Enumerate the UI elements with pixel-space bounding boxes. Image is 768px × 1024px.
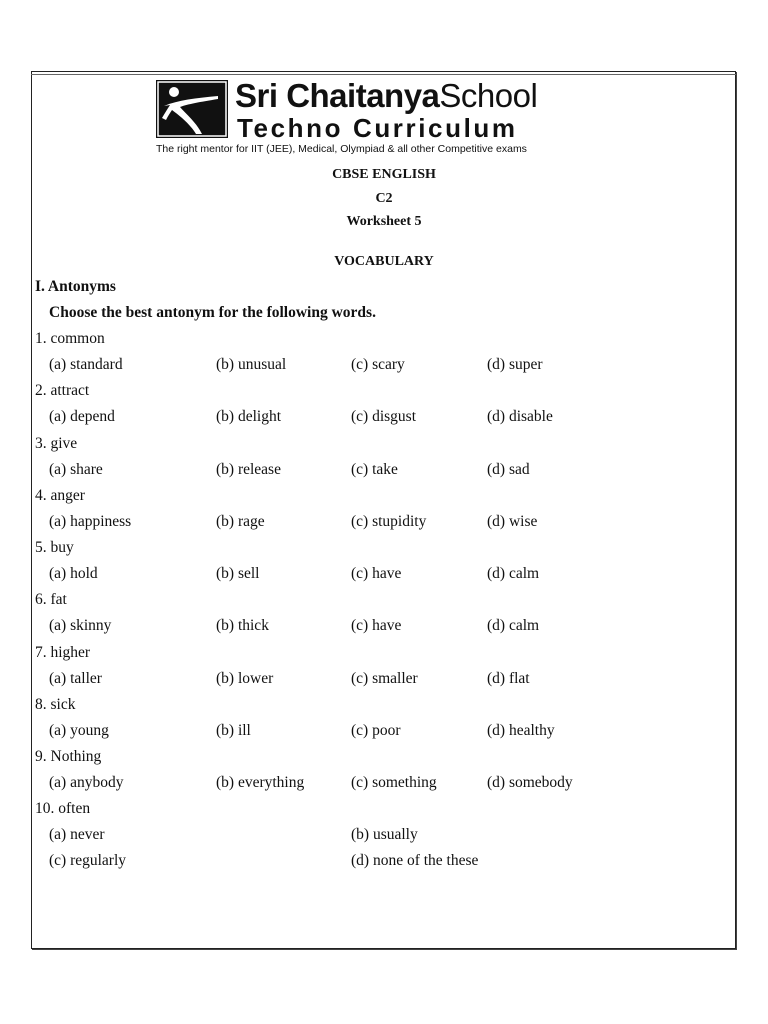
question-item: [0, 747, 768, 799]
option-b: (b) sell: [216, 565, 260, 582]
question-word: 2. attract: [35, 382, 90, 399]
option-a: (a) young: [49, 722, 109, 739]
option-c: (c) smaller: [351, 670, 418, 687]
question-item: [0, 434, 768, 486]
question-item-10: [0, 799, 768, 879]
question-item: [0, 643, 768, 695]
option-a: (a) happiness: [49, 513, 132, 530]
option-a: (a) share: [49, 461, 103, 478]
question-word: 9. Nothing: [35, 748, 102, 765]
question-word: 1. common: [35, 330, 105, 347]
option-b: (b) ill: [216, 722, 251, 739]
question-word: 5. buy: [35, 539, 74, 556]
question-item: [0, 486, 768, 538]
option-d: (d) calm: [487, 617, 540, 634]
running-figure-logo-icon: [156, 80, 228, 138]
option-b: (b) usually: [351, 826, 418, 843]
option-b: (b) delight: [216, 408, 281, 425]
question-word: 10. often: [35, 800, 91, 817]
section-instruction: Choose the best antonym for the following words.: [49, 304, 376, 321]
worksheet-title: Worksheet 5: [346, 214, 422, 229]
option-c: (c) take: [351, 461, 398, 478]
option-d: (d) calm: [487, 565, 540, 582]
question-item: [0, 695, 768, 747]
option-b: (b) unusual: [216, 356, 287, 373]
subject-title: CBSE ENGLISH: [332, 167, 436, 182]
option-b: (b) thick: [216, 617, 269, 634]
option-a: (a) taller: [49, 670, 102, 687]
option-a: (a) depend: [49, 408, 115, 425]
question-word: 3. give: [35, 435, 78, 452]
option-c: (c) disgust: [351, 408, 417, 425]
brand-name-school: School: [439, 77, 538, 114]
option-a: (a) skinny: [49, 617, 112, 634]
option-c: (c) scary: [351, 356, 405, 373]
border-double-line: [31, 74, 736, 75]
brand-tagline: The right mentor for IIT (JEE), Medical, Olympiad & all other Competitive exams: [156, 143, 527, 155]
option-b: (b) rage: [216, 513, 265, 530]
question-word: 4. anger: [35, 487, 85, 504]
option-a: (a) hold: [49, 565, 98, 582]
section-heading: I. Antonyms: [35, 278, 116, 295]
option-c: (c) have: [351, 565, 402, 582]
option-b: (b) everything: [216, 774, 305, 791]
topic-title: VOCABULARY: [334, 254, 434, 269]
option-d: (d) flat: [487, 670, 530, 687]
option-d: (d) somebody: [487, 774, 573, 791]
option-c: (c) have: [351, 617, 402, 634]
option-c: (c) something: [351, 774, 437, 791]
option-b: (b) release: [216, 461, 281, 478]
question-item: [0, 329, 768, 381]
option-c: (c) stupidity: [351, 513, 427, 530]
brand-name: [235, 76, 537, 116]
option-d: (d) super: [487, 356, 543, 373]
option-b: (b) lower: [216, 670, 274, 687]
option-a: (a) anybody: [49, 774, 124, 791]
question-item: [0, 381, 768, 433]
option-d: (d) none of the these: [351, 852, 479, 869]
question-word: 8. sick: [35, 696, 76, 713]
brand-name-main: Sri Chaitanya: [235, 77, 440, 114]
option-d: (d) disable: [487, 408, 553, 425]
option-a: (a) never: [49, 826, 105, 843]
class-title: C2: [375, 191, 393, 206]
option-a: (a) standard: [49, 356, 123, 373]
question-item: [0, 538, 768, 590]
question-item: [0, 590, 768, 642]
option-d: (d) healthy: [487, 722, 555, 739]
option-d: (d) sad: [487, 461, 530, 478]
option-c: (c) regularly: [49, 852, 127, 869]
option-d: (d) wise: [487, 513, 538, 530]
question-word: 6. fat: [35, 591, 67, 608]
option-c: (c) poor: [351, 722, 401, 739]
question-word: 7. higher: [35, 644, 91, 661]
brand-subtitle: Techno Curriculum: [237, 113, 518, 143]
